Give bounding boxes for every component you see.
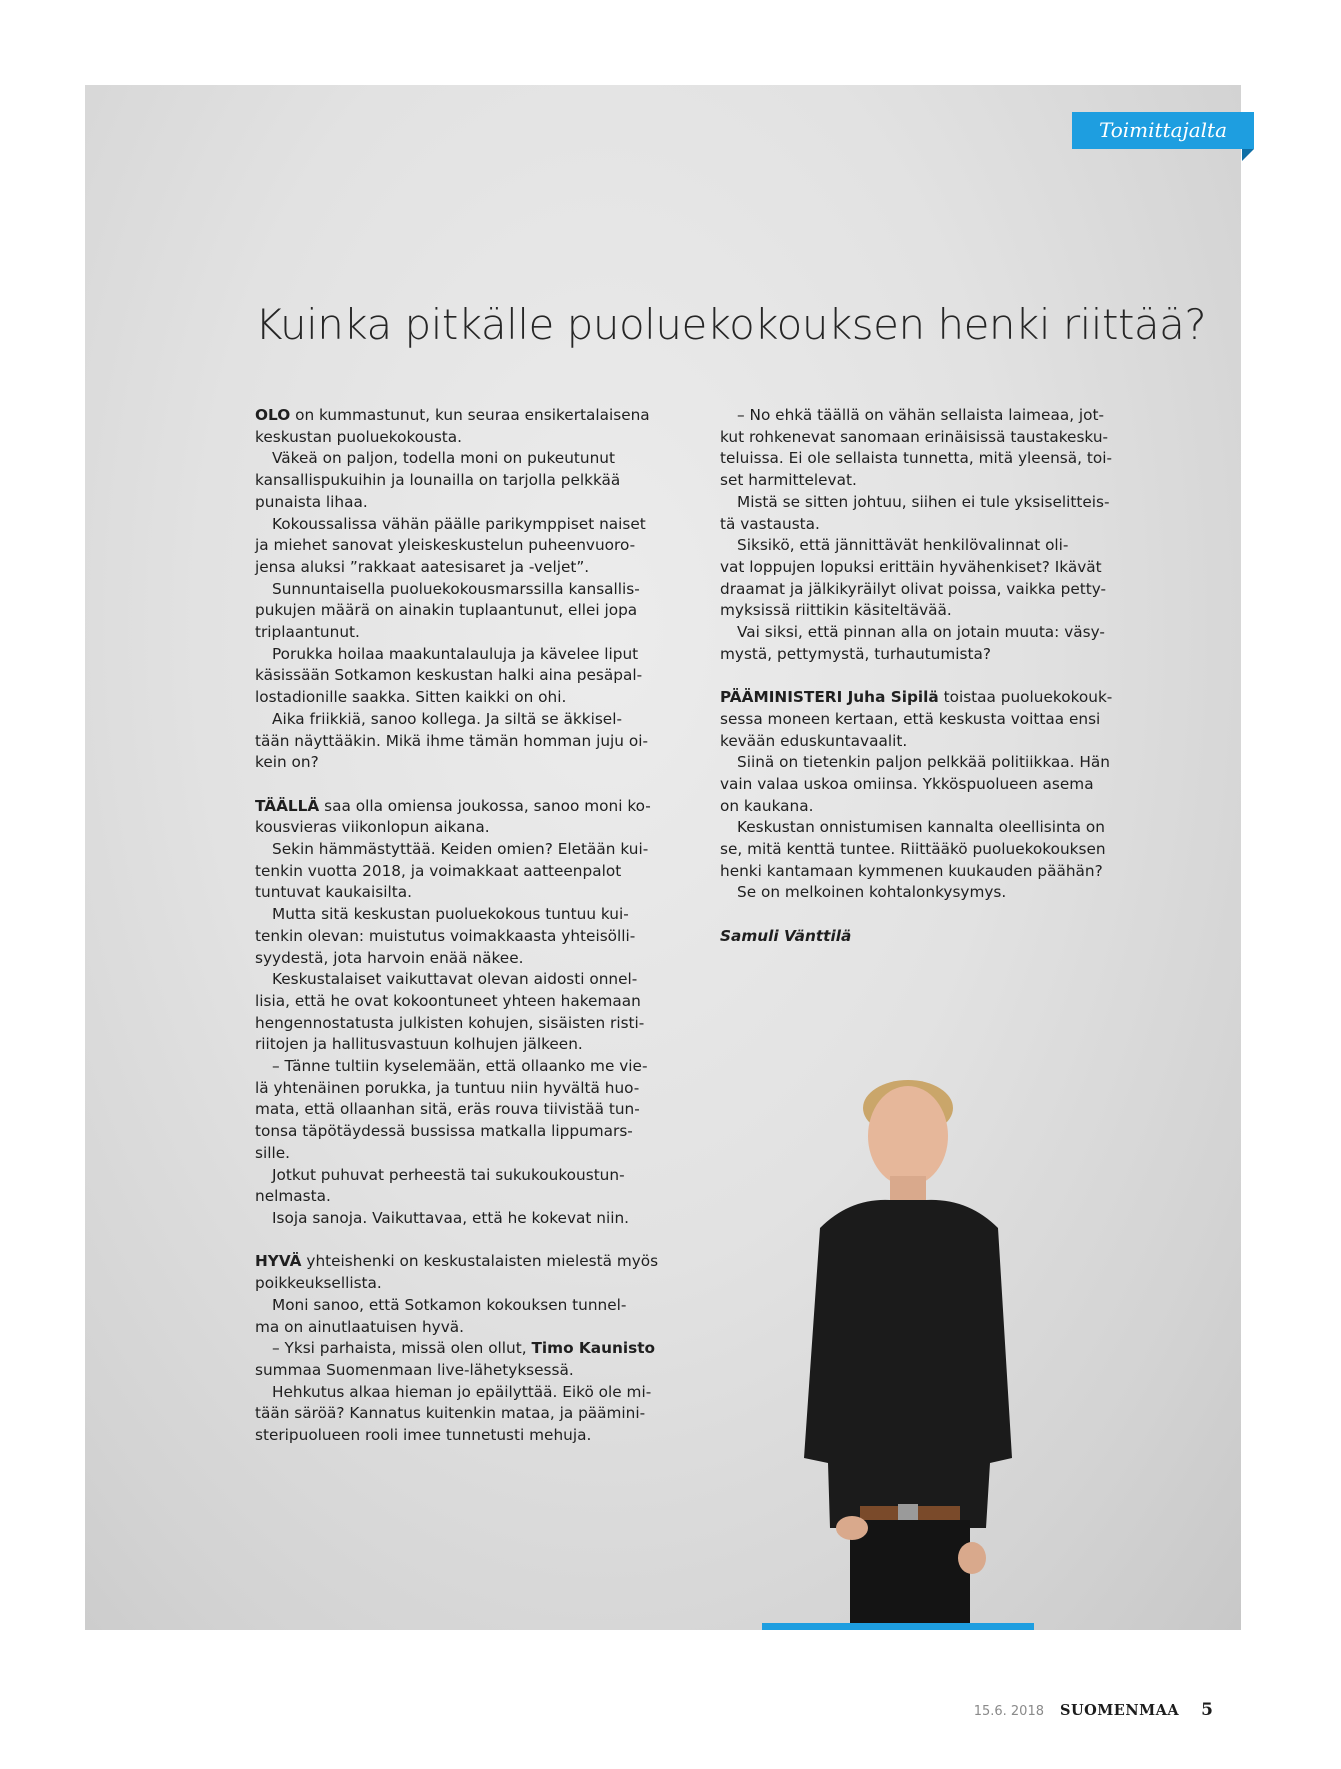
- left-hand: [836, 1516, 868, 1540]
- text-line: tä vastausta.: [720, 514, 820, 533]
- text-line: Jotkut puhuvat perheestä tai sukukoukoustun-: [272, 1165, 625, 1184]
- paragraph: [255, 1165, 675, 1208]
- text-line: Sekin hämmästyttää. Keiden omien? Eletään kui-: [272, 840, 649, 859]
- text-line: henki kantamaan kymmenen kuukauden päähän?: [720, 861, 1103, 880]
- author-signature: Samuli Vänttilä: [720, 926, 852, 945]
- right-column: [720, 405, 1130, 948]
- text-line: tenkin olevan: muistutus voimakkaasta yhteisölli-: [255, 926, 636, 945]
- text-line: nelmasta.: [255, 1187, 331, 1206]
- text-line: lostadionille saakka. Sitten kaikki on ohi.: [255, 688, 567, 707]
- text-line: – No ehkä täällä on vähän sellaista laimeaa, jot-: [737, 406, 1105, 424]
- face: [868, 1086, 948, 1186]
- text-line: kut rohkenevat sanomaan erinäisissä taustakesku-: [720, 427, 1109, 446]
- paragraph: [255, 839, 675, 904]
- paragraph: [255, 1208, 675, 1230]
- paragraph: [720, 622, 1130, 665]
- text-line: tään säröä? Kannatus kuitenkin mataa, ja päämini-: [255, 1404, 646, 1423]
- paragraph: [255, 796, 675, 839]
- person-name: Timo Kaunisto: [531, 1339, 656, 1358]
- text-line: kousvieras viikonlopun aikana.: [255, 818, 490, 837]
- right-hand: [958, 1542, 986, 1574]
- issue-date: 15.6. 2018: [973, 1704, 1044, 1719]
- text-line: riitojen ja hallitusvastuun kolhujen jälkeen.: [255, 1035, 583, 1054]
- text-line: Porukka hoilaa maakuntalauluja ja kävelee liput: [272, 644, 639, 663]
- text-line: Siksikö, että jännittävät henkilövalinnat oli-: [737, 536, 1069, 555]
- text-line: kevään eduskuntavaalit.: [720, 731, 908, 750]
- text-line: Aika friikkiä, sanoo kollega. Ja siltä se äkkisel-: [272, 709, 622, 728]
- text-line: summaa Suomenmaan live-lähetyksessä.: [255, 1360, 574, 1379]
- text-line: Moni sanoo, että Sotkamon kokouksen tunnel-: [272, 1295, 627, 1314]
- text-line: Mistä se sitten johtuu, siihen ei tule yksiselitteis-: [737, 492, 1110, 511]
- person-name: Juha Sipilä: [842, 688, 939, 707]
- belt-buckle: [898, 1504, 918, 1522]
- paragraph: [255, 448, 675, 513]
- text-line: jensa aluksi ”rakkaat aatesisaret ja -veljet”.: [255, 557, 590, 576]
- paragraph: [255, 514, 675, 579]
- text-line: tään näyttääkin. Mikä ihme tämän homman juju oi-: [255, 731, 648, 750]
- text-line: – Tänne tultiin kyselemään, että ollaanko me vie-: [272, 1057, 648, 1076]
- paragraph: [255, 904, 675, 969]
- text-line: Siinä on tietenkin paljon pelkkää politiikkaa. Hän: [737, 753, 1110, 772]
- text-line: ma on ainutlaatuisen hyvä.: [255, 1317, 464, 1336]
- text-line: lä yhtenäinen porukka, ja tuntuu niin hyvältä huo-: [255, 1078, 640, 1097]
- text-line: on kummastunut, kun seuraa ensikertalaisena: [290, 406, 650, 424]
- text-line: Sunnuntaisella puoluekokousmarssilla kansallis-: [272, 579, 640, 598]
- kicker: HYVÄ: [255, 1252, 302, 1271]
- text-line: mystä, pettymystä, turhautumista?: [720, 644, 991, 663]
- text-line: teluissa. Ei ole sellaista tunnetta, mitä yleensä, toi-: [720, 449, 1112, 468]
- text-line: Isoja sanoja. Vaikuttavaa, että he kokevat niin.: [272, 1209, 629, 1227]
- paragraph: [720, 492, 1130, 535]
- text-line: pukujen määrä on ainakin tuplaantunut, ellei jopa: [255, 601, 638, 620]
- text-line: myksissä riittikin käsiteltävää.: [720, 601, 952, 620]
- paragraph: [255, 1382, 675, 1447]
- text-line: punaista lihaa.: [255, 492, 368, 511]
- paragraph-gap: [255, 774, 675, 796]
- paragraph: [720, 405, 1130, 492]
- text-line: Keskustan onnistumisen kannalta oleellisinta on: [737, 818, 1105, 837]
- paragraph: [255, 1056, 675, 1165]
- page-footer: [974, 1700, 1213, 1720]
- text-line: tenkin vuotta 2018, ja voimakkaat aatteenpalot: [255, 861, 622, 880]
- text-line: Se on melkoinen kohtalonkysymys.: [737, 883, 1007, 902]
- text-line: Väkeä on paljon, todella moni on pukeutunut: [272, 449, 615, 468]
- section-tag-fold: [1242, 149, 1254, 161]
- text-line: vat loppujen lopuksi erittäin hyvähenkiset? Ikävät: [720, 557, 1102, 576]
- magazine-logo: SUOMENMAA: [1060, 1702, 1180, 1719]
- paragraph: [720, 535, 1130, 622]
- text-line: triplaantunut.: [255, 623, 360, 642]
- page-number: 5: [1201, 1700, 1213, 1720]
- paragraph: [255, 1295, 675, 1338]
- kicker: PÄÄMINISTERI: [720, 688, 843, 707]
- paragraph: [255, 579, 675, 644]
- paragraph: [720, 817, 1130, 882]
- text-line: set harmittelevat.: [720, 471, 857, 490]
- accent-bar: [762, 1623, 1034, 1630]
- text-line: Hehkutus alkaa hieman jo epäilyttää. Eikö ole mi-: [272, 1382, 652, 1401]
- paragraph: [255, 644, 675, 709]
- trousers: [850, 1520, 970, 1630]
- text-line: sessa moneen kertaan, että keskusta voittaa ensi: [720, 709, 1101, 728]
- paragraph: [255, 1338, 675, 1381]
- paragraph: [255, 405, 675, 448]
- text-line: tonsa täpötäydessä bussissa matkalla lippumars-: [255, 1122, 633, 1141]
- text-line: se, mitä kenttä tuntee. Riittääkö puoluekokouksen: [720, 840, 1106, 859]
- text-line: poikkeuksellista.: [255, 1274, 382, 1293]
- text-line: syydestä, jota harvoin enää näkee.: [255, 948, 524, 967]
- paragraph: [255, 1251, 675, 1294]
- text-line: tuntuvat kaukaisilta.: [255, 883, 412, 902]
- kicker: OLO: [255, 406, 291, 424]
- text-line: kein on?: [255, 753, 319, 772]
- paragraph: [255, 709, 675, 774]
- text-line: keskustan puoluekokousta.: [255, 427, 463, 446]
- paragraph-gap: [720, 665, 1130, 687]
- text-line: saa olla omiensa joukossa, sanoo moni ko-: [319, 796, 651, 815]
- paragraph-gap: [255, 1230, 675, 1252]
- text-line: sille.: [255, 1143, 290, 1162]
- text-line: käsissään Sotkamon keskustan halki aina pesäpal-: [255, 666, 643, 685]
- author-portrait: [790, 1058, 1030, 1630]
- text-line: vain valaa uskoa omiinsa. Ykköspuolueen asema: [720, 774, 1094, 793]
- text-line: hengennostatusta julkisten kohujen, sisäisten risti-: [255, 1013, 645, 1032]
- text-line: Keskustalaiset vaikuttavat olevan aidosti onnel-: [272, 970, 638, 989]
- section-tag: Toimittajalta: [1072, 112, 1254, 149]
- text-line: yhteishenki on keskustalaisten mielestä myös: [301, 1252, 659, 1271]
- kicker: TÄÄLLÄ: [255, 796, 320, 815]
- text-line: lisia, että he ovat kokoontuneet yhteen hakemaan: [255, 991, 641, 1010]
- paragraph: [720, 687, 1130, 752]
- text-line: steripuolueen rooli imee tunnetusti mehuja.: [255, 1426, 592, 1445]
- text-line: Vai siksi, että pinnan alla on jotain muuta: väsy-: [737, 623, 1105, 642]
- paragraph: [720, 752, 1130, 817]
- text-line: Mutta sitä keskustan puoluekokous tuntuu kui-: [272, 905, 629, 924]
- paragraph: [720, 882, 1130, 904]
- paragraph: [255, 969, 675, 1056]
- text-line: mata, että ollaanhan sitä, eräs rouva tiivistää tun-: [255, 1100, 640, 1119]
- text-line: on kaukana.: [720, 796, 814, 815]
- left-column: [255, 405, 675, 1447]
- text-line: toistaa puoluekokouk-: [938, 688, 1113, 707]
- text-line: – Yksi parhaista, missä olen ollut,: [272, 1339, 532, 1358]
- text-line: draamat ja jälkikyräilyt olivat poissa, vaikka petty-: [720, 579, 1107, 598]
- text-line: ja miehet sanovat yleiskeskustelun puheenvuoro-: [255, 536, 636, 555]
- text-line: kansallispukuihin ja lounailla on tarjolla pelkkää: [255, 471, 621, 490]
- text-line: Kokoussalissa vähän päälle parikymppiset naiset: [272, 514, 646, 533]
- headline: Kuinka pitkälle puoluekokouksen henki riittää?: [255, 300, 1207, 349]
